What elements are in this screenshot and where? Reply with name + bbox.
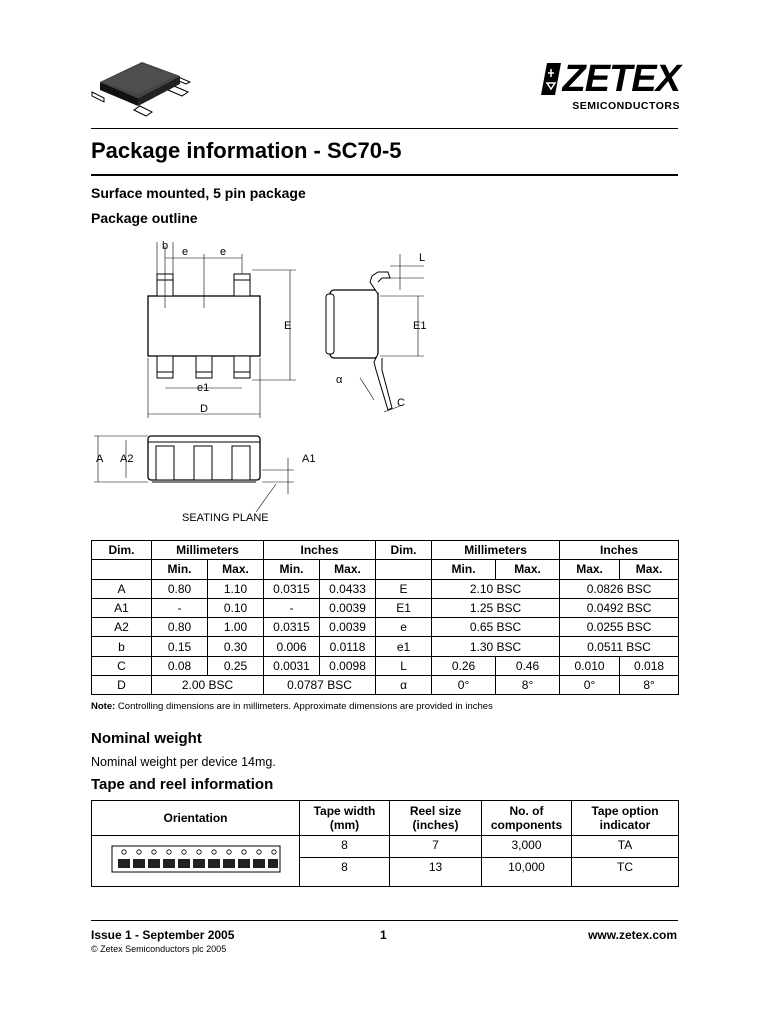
table-cell: - — [152, 598, 208, 617]
th-inches-2: Inches — [560, 541, 679, 560]
table-cell: 0.0098 — [320, 656, 376, 675]
table-cell: 0° — [432, 676, 496, 695]
table-cell: 1.25 BSC — [432, 598, 560, 617]
table-cell: A — [92, 579, 152, 598]
table-cell: 0.25 — [208, 656, 264, 675]
table-cell: 1.10 — [208, 579, 264, 598]
table-header-row — [92, 541, 679, 560]
table-cell: 8 — [300, 858, 390, 887]
table-row — [92, 618, 679, 637]
table-cell: 2.10 BSC — [432, 579, 560, 598]
tape-heading: Tape and reel information — [91, 776, 274, 793]
table-row — [92, 637, 679, 656]
table-cell: 10,000 — [482, 858, 572, 887]
table-cell: 0.10 — [208, 598, 264, 617]
table-cell: 0.15 — [152, 637, 208, 656]
th-max: Max. — [496, 560, 560, 579]
th-reel-size: Reel size (inches) — [390, 801, 482, 836]
th-dim: Dim. — [92, 541, 152, 560]
th-min: Min. — [152, 560, 208, 579]
footer-page-number: 1 — [380, 928, 387, 942]
table-row — [92, 598, 679, 617]
zetex-logo — [540, 60, 680, 112]
table-row — [92, 656, 679, 675]
table-cell: 7 — [390, 836, 482, 858]
table-cell: 0.46 — [496, 656, 560, 675]
footer-issue: Issue 1 - September 2005 — [91, 928, 235, 942]
tape-orientation-illustration — [110, 844, 282, 874]
th-orientation: Orientation — [92, 801, 300, 836]
table-cell: D — [92, 676, 152, 695]
table-cell: 8° — [620, 676, 679, 695]
outline-heading: Package outline — [91, 210, 198, 226]
th-components: No. of components — [482, 801, 572, 836]
th-max: Max. — [620, 560, 679, 579]
dimensions-table — [91, 540, 679, 695]
table-cell: 0.0787 BSC — [264, 676, 376, 695]
table-cell: 0.010 — [560, 656, 620, 675]
table-cell: 0.0039 — [320, 618, 376, 637]
th-max: Max. — [208, 560, 264, 579]
table-cell: A2 — [92, 618, 152, 637]
table-cell: 3,000 — [482, 836, 572, 858]
table-cell: 0.0826 BSC — [560, 579, 679, 598]
table-row — [92, 579, 679, 598]
table-note — [91, 701, 493, 712]
table-cell: 0.0315 — [264, 579, 320, 598]
table-cell: 1.00 — [208, 618, 264, 637]
label-e1: e1 — [197, 382, 210, 394]
table-cell: L — [376, 656, 432, 675]
top-view-drawing — [140, 238, 300, 420]
label-A1: A1 — [302, 453, 316, 465]
footer-url[interactable]: www.zetex.com — [588, 928, 677, 942]
subtitle: Surface mounted, 5 pin package — [91, 185, 306, 201]
label-seating-plane: SEATING PLANE — [182, 512, 269, 524]
footer-rule — [91, 920, 678, 921]
label-e-right: e — [220, 246, 227, 258]
zetex-emblem-icon — [541, 63, 561, 95]
table-cell: 2.00 BSC — [152, 676, 264, 695]
label-E1: E1 — [413, 320, 427, 332]
table-cell: 0.0255 BSC — [560, 618, 679, 637]
footer-copyright: © Zetex Semiconductors plc 2005 — [91, 944, 227, 954]
table-cell: 0.80 — [152, 579, 208, 598]
table-cell: 0.0433 — [320, 579, 376, 598]
table-cell: E1 — [376, 598, 432, 617]
logo-subtitle: SEMICONDUCTORS — [572, 100, 680, 112]
label-A2: A2 — [120, 453, 134, 465]
table-cell: TA — [572, 836, 679, 858]
label-A: A — [96, 453, 104, 465]
note-text: Controlling dimensions are in millimeters. Approximate dimensions are provided in inches — [115, 701, 493, 712]
title-rule — [91, 174, 678, 176]
th-min: Min. — [432, 560, 496, 579]
table-cell: 1.30 BSC — [432, 637, 560, 656]
table-cell: 0.65 BSC — [432, 618, 560, 637]
label-E: E — [284, 320, 292, 332]
table-cell: 0.0039 — [320, 598, 376, 617]
label-alpha: α — [336, 374, 343, 386]
table-cell: 8 — [300, 836, 390, 858]
th-tape-width: Tape width (mm) — [300, 801, 390, 836]
orientation-cell — [92, 836, 300, 887]
table-cell: 0.26 — [432, 656, 496, 675]
th-min: Min. — [264, 560, 320, 579]
label-D: D — [200, 403, 208, 415]
table-cell: - — [264, 598, 320, 617]
table-cell: A1 — [92, 598, 152, 617]
label-b: b — [162, 240, 169, 252]
table-cell: e1 — [376, 637, 432, 656]
table-cell: 0.08 — [152, 656, 208, 675]
package-3d-illustration — [90, 48, 200, 120]
th-max: Max. — [320, 560, 376, 579]
tape-header-row — [92, 801, 679, 836]
label-e-left: e — [182, 246, 189, 258]
table-cell: 0.0031 — [264, 656, 320, 675]
table-row — [92, 836, 679, 858]
table-row — [92, 676, 679, 695]
page-title: Package information - SC70-5 — [91, 138, 402, 163]
weight-text: Nominal weight per device 14mg. — [91, 755, 276, 769]
table-subheader-row — [92, 560, 679, 579]
th-millimeters: Millimeters — [152, 541, 264, 560]
th-max: Max. — [560, 560, 620, 579]
label-L: L — [419, 252, 426, 264]
th-dim-2: Dim. — [376, 541, 432, 560]
table-cell: 0.0315 — [264, 618, 320, 637]
table-cell: 0.80 — [152, 618, 208, 637]
tape-reel-table — [91, 800, 679, 887]
table-cell: α — [376, 676, 432, 695]
table-cell: 0.018 — [620, 656, 679, 675]
table-cell: 13 — [390, 858, 482, 887]
table-cell: 0.0511 BSC — [560, 637, 679, 656]
table-cell: 0.30 — [208, 637, 264, 656]
logo-text: ZETEX — [562, 58, 680, 100]
table-cell: 8° — [496, 676, 560, 695]
table-cell: C — [92, 656, 152, 675]
table-cell: b — [92, 637, 152, 656]
th-option: Tape option indicator — [572, 801, 679, 836]
note-label: Note: — [91, 701, 116, 712]
table-cell: E — [376, 579, 432, 598]
front-view-drawing — [92, 430, 312, 520]
top-rule — [91, 128, 678, 129]
th-millimeters-2: Millimeters — [432, 541, 560, 560]
table-cell: 0.0118 — [320, 637, 376, 656]
label-C: C — [397, 397, 405, 409]
table-cell: 0.006 — [264, 637, 320, 656]
weight-heading: Nominal weight — [91, 730, 202, 747]
table-cell: 0.0492 BSC — [560, 598, 679, 617]
table-cell: e — [376, 618, 432, 637]
table-cell: TC — [572, 858, 679, 887]
end-view-drawing — [320, 250, 440, 420]
table-cell: 0° — [560, 676, 620, 695]
th-inches: Inches — [264, 541, 376, 560]
